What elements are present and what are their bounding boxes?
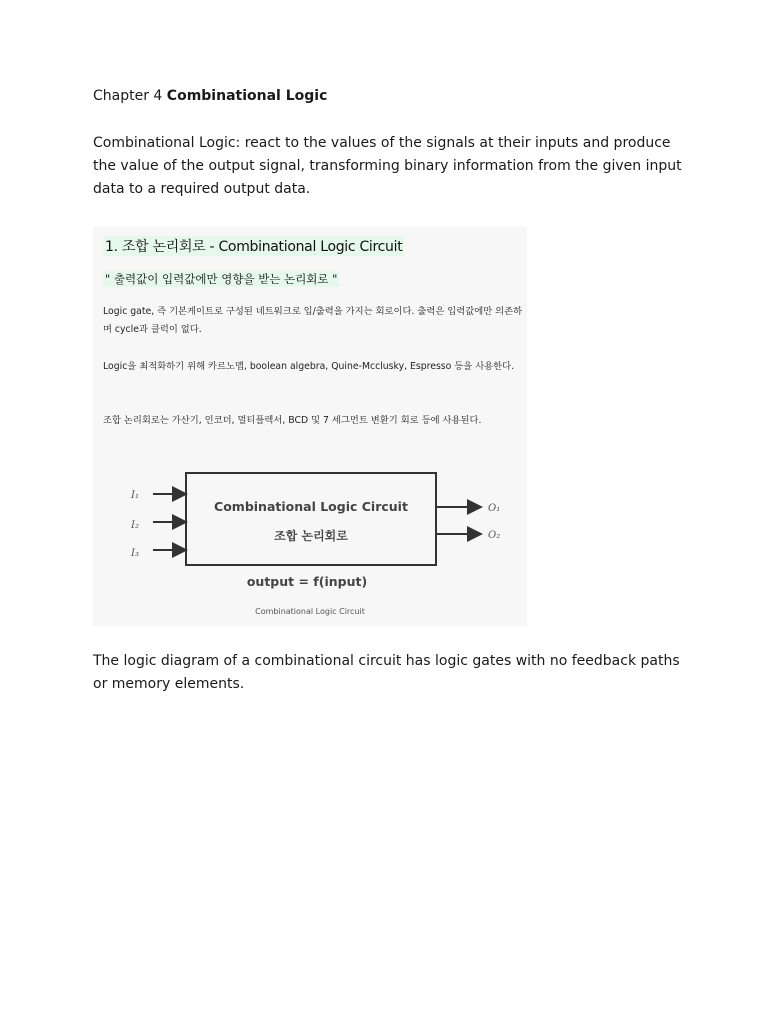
figure-caption: Combinational Logic Circuit — [255, 607, 365, 616]
output-label-2: O₂ — [488, 530, 501, 541]
input-label-3: I₃ — [131, 548, 139, 559]
figure-quote: " 출력값이 입력값에만 영향을 받는 논리회로 " — [105, 272, 338, 286]
figure-text-1: Logic gate, 즉 기본게이트로 구성된 네트워크로 입/출력을 가지는 회로이다. 출력은 입력값에만 의존하며 cycle과 클럭이 없다. — [103, 306, 523, 335]
figure-text-3: 조합 논리회로는 가산기, 인코더, 멀티플렉서, BCD 및 7 세그먼트 변환기 회로 등에 사용된다. — [103, 415, 482, 426]
circuit-box-subtitle: 조합 논리회로 — [274, 529, 348, 543]
circuit-box-title: Combinational Logic Circuit — [214, 499, 408, 514]
chapter-heading — [93, 88, 327, 104]
intro-paragraph: Combinational Logic: react to the values of the signals at their inputs and produce the value of the output signal, transforming binary information from the given input data to a required output data. — [93, 135, 682, 197]
chapter-title: Combinational Logic — [166, 88, 328, 104]
circuit-box — [186, 473, 436, 565]
closing-paragraph: The logic diagram of a combinational circuit has logic gates with no feedback paths or memory elements. — [93, 653, 680, 692]
figure-text-2: Logic을 최적화하기 위해 카르노맵, boolean algebra, Quine-Mcclusky, Espresso 등을 사용한다. — [103, 361, 515, 372]
input-label-1: I₁ — [131, 490, 139, 501]
output-label-1: O₁ — [488, 503, 501, 514]
figure-image — [93, 226, 527, 626]
figure-heading: 1. 조합 논리회로 - Combinational Logic Circuit — [103, 236, 404, 256]
formula: output = f(input) — [246, 574, 368, 589]
chapter-prefix: Chapter 4 — [93, 88, 163, 104]
input-label-2: I₂ — [131, 520, 139, 531]
circuit-diagram — [93, 458, 527, 626]
